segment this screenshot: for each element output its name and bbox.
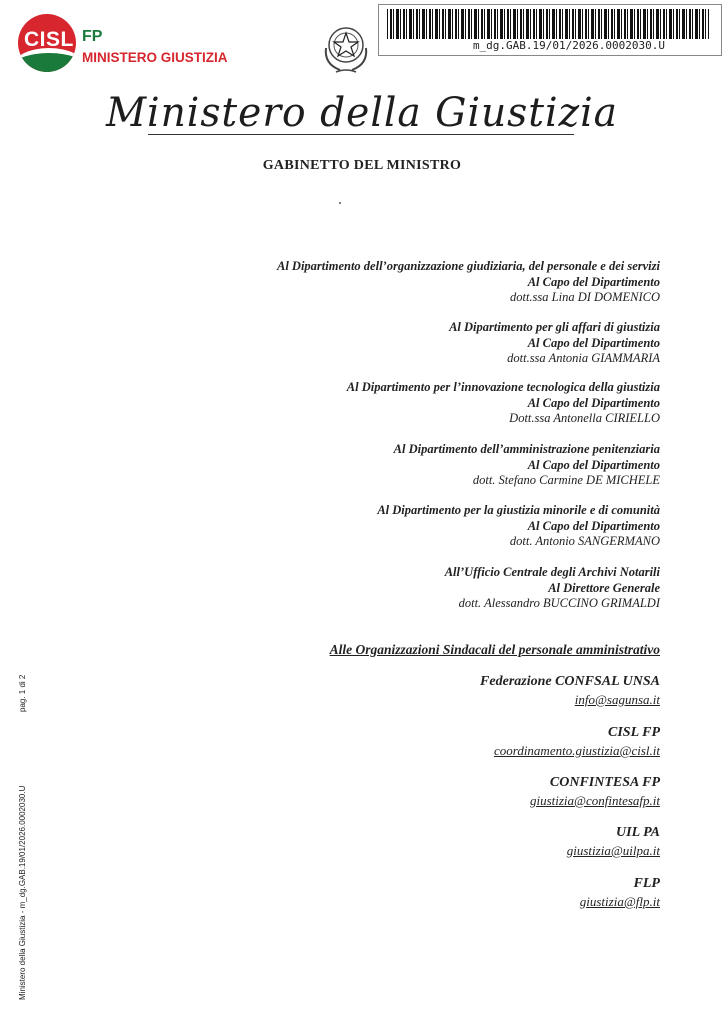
addressee-person: dott. Antonio SANGERMANO bbox=[509, 534, 660, 548]
union-email-link[interactable]: giustizia@flp.it bbox=[579, 894, 660, 909]
logo-brand: CISL bbox=[24, 28, 74, 51]
protocol-number: m_dg.GAB.19/01/2026.0002030.U bbox=[472, 39, 665, 52]
addressee-person: Dott.ssa Antonella CIRIELLO bbox=[509, 411, 660, 425]
addressee-block bbox=[347, 380, 660, 427]
addressee-department: Al Dipartimento per l’innovazione tecnologica della giustizia bbox=[346, 380, 660, 394]
addressee-role: Al Capo del Dipartimento bbox=[527, 395, 660, 410]
addressee-role: Al Capo del Dipartimento bbox=[527, 457, 660, 472]
addressee-department: Al Dipartimento per la giustizia minorile e di comunità bbox=[377, 503, 660, 517]
addressee-block bbox=[449, 320, 660, 367]
union-email-link[interactable]: giustizia@uilpa.it bbox=[566, 843, 660, 858]
addressee-block bbox=[277, 259, 660, 306]
union-name: Federazione CONFSAL UNSA bbox=[480, 674, 660, 689]
addressee-person: dott.ssa Lina DI DOMENICO bbox=[509, 290, 660, 304]
addressee-person: dott. Stefano Carmine DE MICHELE bbox=[472, 473, 660, 487]
ministry-title: Ministero della Giustizia bbox=[105, 90, 619, 136]
union-email-link[interactable]: coordinamento.giustizia@cisl.it bbox=[493, 743, 660, 758]
stray-dot bbox=[339, 202, 341, 204]
cisl-logo-mark bbox=[18, 14, 76, 72]
addressee-block bbox=[377, 503, 660, 550]
addressee-block bbox=[445, 565, 660, 612]
addressee-role: Al Capo del Dipartimento bbox=[527, 518, 660, 533]
union-name: FLP bbox=[633, 876, 660, 891]
union-block bbox=[580, 875, 660, 911]
union-name: CONFINTESA FP bbox=[549, 775, 660, 790]
union-name: UIL PA bbox=[616, 825, 660, 840]
cabinet-heading: GABINETTO DEL MINISTRO bbox=[262, 158, 462, 173]
addressee-person: dott. Alessandro BUCCINO GRIMALDI bbox=[458, 596, 660, 610]
logo-subtitle: MINISTERO GIUSTIZIA bbox=[82, 50, 228, 65]
union-email-link[interactable]: giustizia@confintesafp.it bbox=[529, 793, 660, 808]
protocol-barcode-box bbox=[378, 4, 722, 56]
union-block bbox=[567, 824, 660, 860]
unions-heading: Alle Organizzazioni Sindacali del personale amministrativo bbox=[329, 642, 660, 657]
union-block bbox=[530, 774, 660, 810]
union-block bbox=[494, 724, 660, 760]
italian-republic-emblem-icon bbox=[318, 18, 374, 76]
addressee-role: Al Capo del Dipartimento bbox=[527, 335, 660, 350]
side-protocol-stamp: Ministero della Giustizia - m_dg.GAB.19/01/2026.0002030.U bbox=[18, 785, 27, 1000]
addressee-person: dott.ssa Antonia GIAMMARIA bbox=[507, 351, 660, 365]
union-block bbox=[480, 673, 660, 709]
title-rule bbox=[148, 134, 574, 135]
addressee-department: Al Dipartimento dell’organizzazione giudiziaria, del personale e dei servizi bbox=[276, 259, 660, 273]
side-page-number: pag. 1 di 2 bbox=[18, 674, 27, 712]
logo-fp: FP bbox=[82, 28, 103, 45]
union-email-link[interactable]: info@sagunsa.it bbox=[574, 692, 660, 707]
addressee-block bbox=[394, 442, 660, 489]
addressee-department: All’Ufficio Centrale degli Archivi Notarili bbox=[444, 565, 660, 579]
addressee-role: Al Capo del Dipartimento bbox=[527, 274, 660, 289]
addressee-department: Al Dipartimento dell’amministrazione penitenziaria bbox=[393, 442, 660, 456]
addressee-role: Al Direttore Generale bbox=[548, 580, 660, 595]
cisl-fp-logo bbox=[18, 14, 248, 78]
union-name: CISL FP bbox=[608, 725, 660, 740]
addressee-department: Al Dipartimento per gli affari di giustizia bbox=[449, 320, 660, 334]
barcode bbox=[387, 9, 709, 39]
